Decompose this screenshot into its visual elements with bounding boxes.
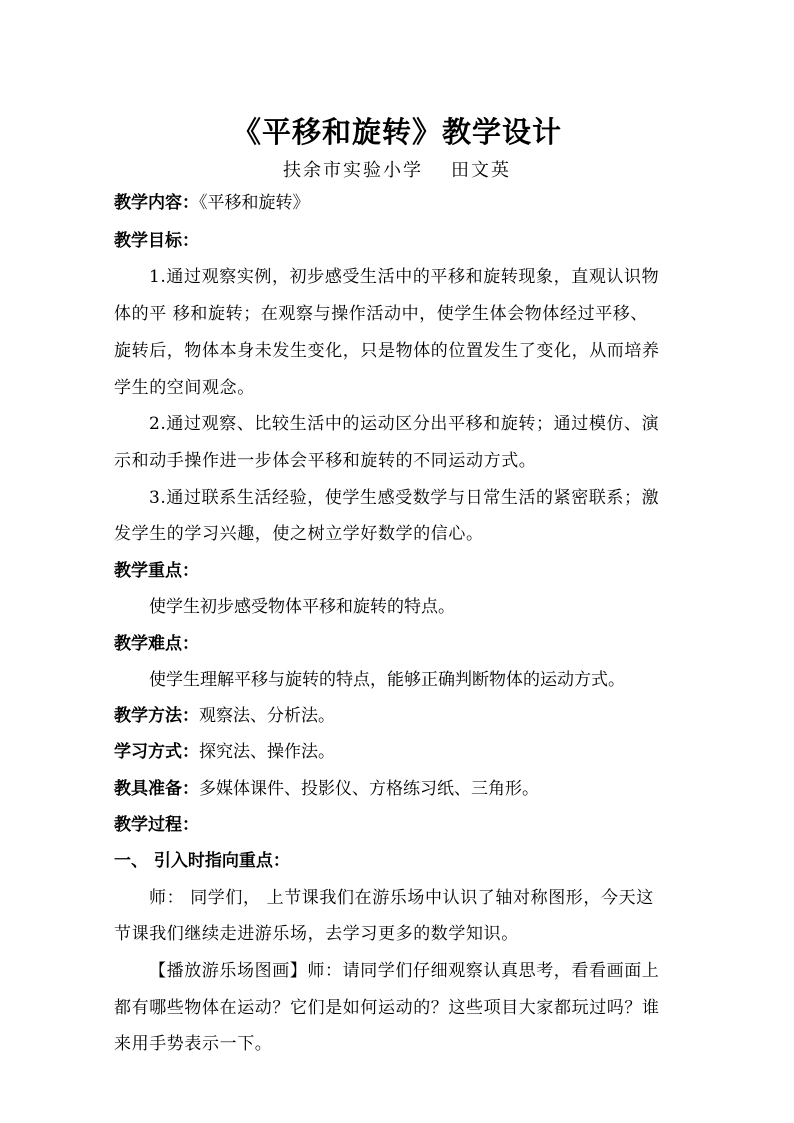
objective-line: 1.通过观察实例，初步感受生活中的平移和旋转现象，直观认识物 (149, 267, 660, 287)
process-line: 都有哪些物体在运动？它们是如何运动的？这些项目大家都玩过吗？谁 (114, 998, 660, 1018)
methods-line (114, 704, 704, 728)
key-points-heading: 教学重点： (114, 561, 199, 581)
process-line: 【播放游乐场图画】师：请同学们仔细观察认真思考，看看画面上 (149, 961, 660, 981)
objective-line: 3.通过联系生活经验，使学生感受数学与日常生活的紧密联系；激 (149, 488, 660, 508)
objective-line: 2.通过观察、比较生活中的运动区分出平移和旋转；通过模仿、演 (149, 414, 660, 434)
author-school: 扶余市实验小学 (283, 160, 423, 181)
process-line: 来用手势表示一下。 (114, 1034, 273, 1054)
tools-line (114, 777, 704, 801)
objective-line: 旋转后，物体本身未发生变化，只是物体的位置发生了变化，从而培养 (114, 341, 660, 361)
section-heading: 一、 引入时指向重点： (114, 851, 290, 871)
methods-label: 教学方法： (114, 706, 199, 726)
learning-line (114, 740, 704, 764)
author-line (0, 158, 794, 184)
objective-line: 体的平 移和旋转；在观察与操作活动中，使学生体会物体经过平移、 (114, 304, 649, 324)
author-name: 田文英 (451, 160, 511, 181)
tools-label: 教具准备： (114, 779, 199, 799)
objectives-heading: 教学目标： (114, 231, 199, 251)
content-line (114, 191, 704, 215)
process-line: 节课我们继续走进游乐场，去学习更多的数学知识。 (114, 924, 519, 944)
tools-value: 多媒体课件、投影仪、方格练习纸、三角形。 (199, 779, 539, 799)
process-line: 师： 同学们， 上节课我们在游乐场中认识了轴对称图形，今天这 (149, 888, 654, 908)
objective-line: 示和动手操作进一步体会平移和旋转的不同运动方式。 (114, 451, 537, 471)
content-label: 教学内容： (114, 193, 199, 213)
difficulties-heading: 教学难点： (114, 634, 199, 654)
difficulties-text: 使学生理解平移与旋转的特点，能够正确判断物体的运动方式。 (149, 670, 625, 690)
learning-value: 探究法、操作法。 (199, 742, 335, 762)
objective-line: 学生的空间观念。 (114, 378, 255, 398)
process-heading: 教学过程： (114, 815, 199, 835)
methods-value: 观察法、分析法。 (199, 706, 335, 726)
document-title: 《平移和旋转》教学设计 (231, 115, 562, 149)
content-value: 《平移和旋转》 (199, 193, 310, 213)
objective-line: 发学生的学习兴趣，使之树立学好数学的信心。 (114, 524, 484, 544)
key-points-text: 使学生初步感受物体平移和旋转的特点。 (149, 597, 455, 617)
learning-label: 学习方式： (114, 742, 199, 762)
